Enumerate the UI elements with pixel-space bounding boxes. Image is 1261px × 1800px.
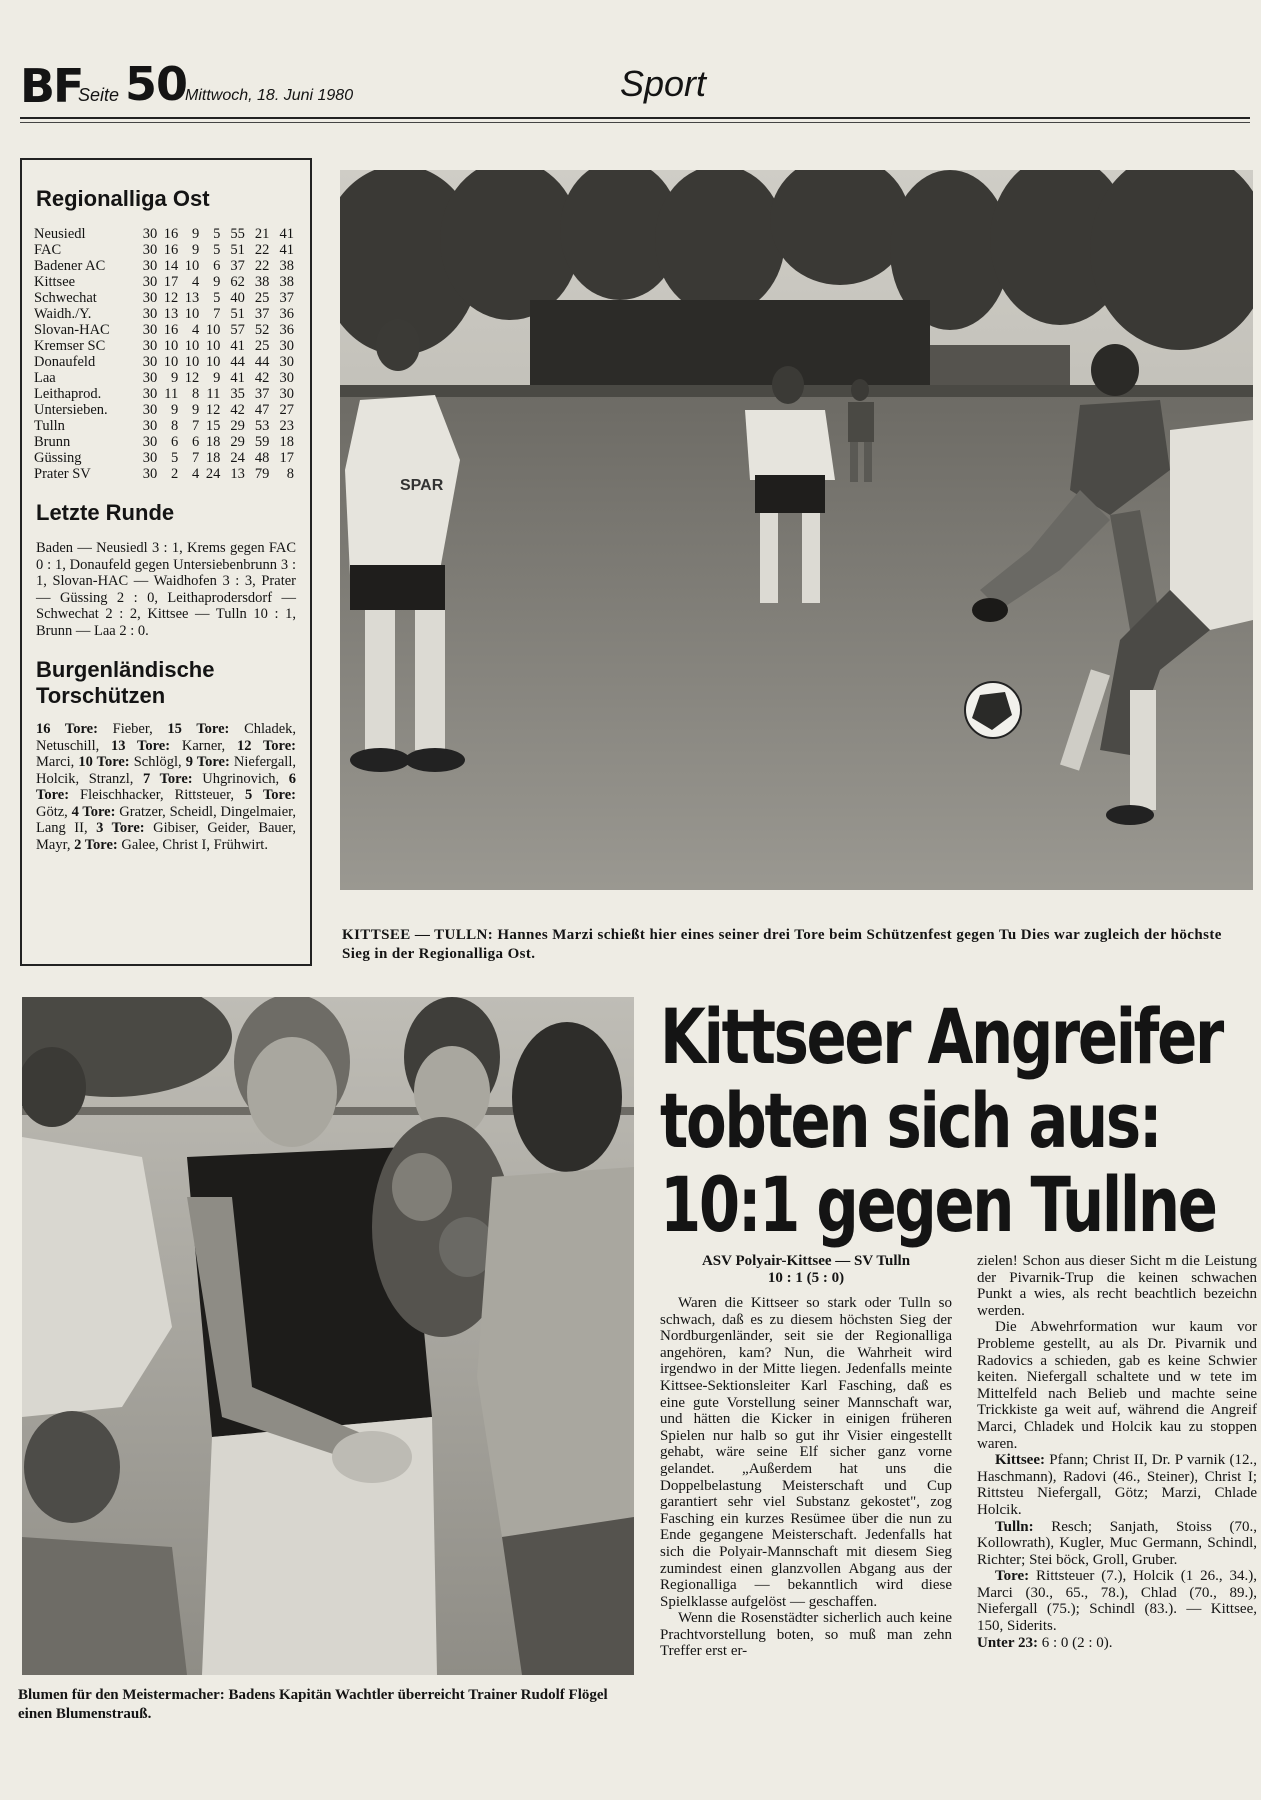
standings-value: 15 bbox=[205, 418, 221, 434]
lineup-tulln-text: Resch; Sanjath, Stoiss (70., Kollowrath), Kugler, Muc Germann, Schindl, Richter; Stei böck, Groll, Gruber. bbox=[977, 1518, 1257, 1568]
standings-value: 59 bbox=[254, 434, 270, 450]
standings-value: 18 bbox=[205, 434, 221, 450]
scorer-names: Niefergall, Holcik, Stranzl, bbox=[36, 754, 296, 787]
standings-value: 8 bbox=[171, 418, 179, 434]
standings-value: 41 bbox=[230, 370, 245, 386]
standings-value: 30 bbox=[142, 226, 158, 242]
standings-value: 38 bbox=[254, 274, 270, 290]
match-header-teams: ASV Polyair-Kittsee — SV Tulln bbox=[701, 1253, 911, 1269]
standings-value: 27 bbox=[279, 402, 294, 418]
team-name: Badener AC bbox=[34, 258, 106, 274]
standings-value: 30 bbox=[142, 402, 158, 418]
scorer-goal-count: 5 Tore: bbox=[244, 787, 296, 803]
team-name: Waidh./Y. bbox=[34, 306, 92, 322]
scorer-names: Gibiser, Geider, Bauer, Mayr, bbox=[36, 820, 296, 853]
lineup-tulln bbox=[977, 1519, 1257, 1569]
scorer-names: Fleischhacker, Rittsteuer, bbox=[80, 787, 234, 803]
standings-value: 30 bbox=[142, 354, 158, 370]
standings-value: 25 bbox=[254, 290, 270, 306]
team-name: FAC bbox=[34, 242, 62, 258]
u23-text: 6 : 0 (2 : 0). bbox=[1041, 1634, 1113, 1651]
standings-value: 6 bbox=[171, 434, 179, 450]
stats-box bbox=[20, 158, 312, 966]
standings-value: 30 bbox=[142, 450, 158, 466]
standings-value: 9 bbox=[192, 242, 200, 258]
standings-row bbox=[34, 306, 294, 322]
standings-value: 23 bbox=[279, 418, 294, 434]
standings-value: 10 bbox=[163, 354, 179, 370]
shirt-lettering: SPAR bbox=[400, 477, 444, 494]
standings-value: 41 bbox=[230, 338, 245, 354]
scorer-names: Chladek, Netuschill, bbox=[36, 721, 297, 754]
standings-value: 4 bbox=[192, 322, 200, 338]
standings-value: 5 bbox=[213, 242, 221, 258]
lineup-kittsee-text: Pfann; Christ II, Dr. P varnik (12., Haschmann), Radovi (46., Steiner), Christ I; Rittsteu Niefergall, Götz; Marzi, Chlade Holcik. bbox=[977, 1452, 1257, 1518]
standings-value: 41 bbox=[279, 226, 294, 242]
standings-value: 38 bbox=[279, 258, 294, 274]
team-name: Schwechat bbox=[34, 290, 97, 306]
section-title: Sport bbox=[620, 63, 707, 104]
standings-value: 57 bbox=[230, 322, 245, 338]
team-name: Prater SV bbox=[34, 466, 91, 482]
issue-date: Mittwoch, 18. Juni 1980 bbox=[185, 87, 354, 104]
scorer-goal-count: 4 Tore: bbox=[71, 803, 116, 820]
standings-value: 17 bbox=[163, 274, 179, 290]
standings-value: 9 bbox=[192, 402, 200, 418]
torschuetzen-title-line2: Torschützen bbox=[36, 683, 166, 708]
standings-value: 7 bbox=[192, 418, 200, 434]
standings-row bbox=[34, 226, 294, 242]
scorer-goal-count: 12 Tore: bbox=[236, 737, 296, 754]
standings-value: 6 bbox=[192, 434, 200, 450]
scorer-names: Götz, bbox=[36, 803, 68, 820]
standings-value: 16 bbox=[163, 226, 179, 242]
standings-value: 35 bbox=[230, 386, 245, 402]
torschuetzen-title-line1: Burgenländische bbox=[36, 657, 215, 682]
standings-row bbox=[34, 386, 294, 402]
letzte-runde-text: Baden — Neusiedl 3 : 1, Krems gegen FAC 0 : 1, Donaufeld gegen Untersiebenbrunn 3 : 1, Slovan-HAC — Waidhofen 3 : 3, Prater — Güssing 2 : 0, Leithaprodersdorf — Schwechat 2 : 2, Kittsee — Tulln 10 : 1, Brunn — Laa 2 : 0. bbox=[36, 540, 296, 639]
match-header-score: 10 : 1 (5 : 0) bbox=[767, 1270, 845, 1286]
u23-result bbox=[977, 1635, 1257, 1652]
team-name: Donaufeld bbox=[34, 354, 96, 370]
standings-value: 37 bbox=[254, 306, 270, 322]
standings-value: 12 bbox=[205, 402, 221, 418]
standings-value: 47 bbox=[254, 402, 270, 418]
scorer-goal-count: 16 Tore: bbox=[36, 721, 98, 737]
scorer-goal-count: 3 Tore: bbox=[96, 820, 145, 836]
standings-value: 36 bbox=[279, 306, 294, 322]
headline-line-1: Kittseer Angreifer bbox=[660, 992, 1222, 1081]
scorer-names: Fieber, bbox=[112, 721, 153, 737]
standings-value: 11 bbox=[206, 386, 221, 402]
goals-text: Rittsteuer (7.), Holcik (1 26., 34.), Marci (30., 65., 78.), Chlad (70., 89.), Niefergall (75.); Schindl (83.). — Kittsee, 150, Siderits. bbox=[977, 1568, 1257, 1635]
standings-value: 10 bbox=[163, 338, 179, 354]
standings-value: 30 bbox=[142, 338, 158, 354]
standings-value: 7 bbox=[192, 450, 200, 466]
scorer-goal-count: 6 Tore: bbox=[36, 770, 297, 803]
standings-row bbox=[34, 466, 294, 482]
standings-value: 9 bbox=[213, 370, 221, 386]
standings-value: 12 bbox=[184, 370, 200, 386]
standings-value: 37 bbox=[279, 290, 294, 306]
article-column-1 bbox=[660, 1253, 952, 1660]
standings-row bbox=[34, 338, 294, 354]
scorer-names: Marci, bbox=[36, 754, 75, 770]
standings-row bbox=[34, 434, 294, 450]
standings-value: 30 bbox=[142, 274, 158, 290]
standings-value: 30 bbox=[142, 258, 158, 274]
standings-value: 13 bbox=[230, 466, 245, 482]
scorer-names: Gratzer, Scheidl, Dingelmaier, Lang II, bbox=[36, 803, 297, 836]
standings-value: 37 bbox=[230, 258, 245, 274]
standings-value: 30 bbox=[279, 354, 294, 370]
photo2-caption: Blumen für den Meistermacher: Badens Kapitän Wachtler überreicht Trainer Rudolf Flögel einen Blumenstrauß. bbox=[18, 1687, 608, 1722]
lineup-kittsee-label: Kittsee: bbox=[995, 1452, 1045, 1469]
lineup-kittsee bbox=[977, 1452, 1257, 1518]
standings-value: 55 bbox=[230, 226, 245, 242]
scorer-names: Galee, Christ I, Frühwirt. bbox=[121, 836, 268, 853]
standings-value: 4 bbox=[192, 466, 200, 482]
scorer-goal-count: 2 Tore: bbox=[74, 836, 118, 853]
standings-value: 22 bbox=[254, 258, 270, 274]
standings-value: 53 bbox=[254, 418, 270, 434]
publication-logo: BF bbox=[20, 59, 83, 113]
standings-value: 79 bbox=[254, 466, 270, 482]
standings-row bbox=[34, 354, 294, 370]
standings-row bbox=[34, 242, 294, 258]
standings-value: 10 bbox=[184, 354, 200, 370]
standings-title: Regionalliga Ost bbox=[36, 186, 210, 211]
standings-value: 17 bbox=[279, 450, 294, 466]
team-name: Laa bbox=[34, 370, 56, 386]
standings-value: 30 bbox=[142, 306, 158, 322]
trainer-photo-image bbox=[22, 997, 634, 1675]
article-paragraph: Die Abwehrformation wur kaum vor Probleme gestellt, au als Dr. Pivarnik und Radovics a schieden, gab es keine Schwier keiten. Niefergall schaltete und w tete im Mittelfeld nach Belieb und machte seine Trickkiste ga weit auf, während die Angreif Marci, Chladek und Holcik kau zu stoppen waren. bbox=[977, 1319, 1257, 1452]
article-paragraph: Wenn die Rosenstädter sicherlich auch keine Prachtvorstellung boten, so muß man zehn Treffer erst er- bbox=[660, 1610, 952, 1660]
standings-value: 9 bbox=[192, 226, 200, 242]
masthead bbox=[20, 55, 1250, 115]
seite-label: Seite bbox=[78, 85, 120, 105]
article-paragraph: zielen! Schon aus dieser Sicht m die Leistung der Pivarnik-Trup die keinen schwachen Punkt a wies, als recht beachtlich bezeichn werden. bbox=[977, 1253, 1257, 1319]
team-name: Tulln bbox=[34, 418, 65, 434]
goals-summary bbox=[977, 1568, 1257, 1634]
standings-value: 38 bbox=[279, 274, 294, 290]
standings-row bbox=[34, 258, 294, 274]
standings-value: 5 bbox=[213, 290, 221, 306]
scorer-names: Uhgrinovich, bbox=[202, 770, 280, 787]
team-name: Leithaprod. bbox=[34, 386, 102, 402]
standings-value: 10 bbox=[205, 354, 221, 370]
standings-value: 30 bbox=[142, 434, 158, 450]
standings-value: 12 bbox=[163, 290, 179, 306]
standings-value: 29 bbox=[230, 418, 245, 434]
standings-value: 30 bbox=[279, 370, 294, 386]
standings-value: 8 bbox=[192, 386, 200, 402]
standings-value: 16 bbox=[163, 242, 179, 258]
standings-value: 37 bbox=[254, 386, 270, 402]
standings-value: 62 bbox=[230, 274, 245, 290]
standings-value: 14 bbox=[163, 258, 179, 274]
team-name: Neusiedl bbox=[34, 226, 86, 242]
standings-value: 25 bbox=[254, 338, 270, 354]
scorer-names: Schlögl, bbox=[133, 754, 182, 770]
scorer-names: Karner, bbox=[181, 737, 226, 754]
standings-value: 42 bbox=[254, 370, 270, 386]
standings-row bbox=[34, 322, 294, 338]
headline-line-2: tobten sich aus: bbox=[660, 1076, 1161, 1165]
standings-value: 10 bbox=[205, 322, 221, 338]
standings-value: 9 bbox=[171, 370, 179, 386]
standings-value: 48 bbox=[254, 450, 270, 466]
standings-value: 30 bbox=[142, 466, 158, 482]
standings-value: 52 bbox=[254, 322, 270, 338]
letzte-runde-title: Letzte Runde bbox=[36, 500, 175, 525]
standings-value: 30 bbox=[142, 242, 158, 258]
standings-value: 36 bbox=[279, 322, 294, 338]
team-name: Untersieben. bbox=[34, 402, 108, 418]
standings-value: 51 bbox=[230, 242, 245, 258]
standings-value: 30 bbox=[142, 370, 158, 386]
scorer-goal-count: 9 Tore: bbox=[185, 754, 230, 770]
standings-value: 44 bbox=[254, 354, 270, 370]
standings-value: 16 bbox=[163, 322, 179, 338]
standings-value: 21 bbox=[254, 226, 270, 242]
standings-value: 4 bbox=[192, 274, 200, 290]
standings-row bbox=[34, 370, 294, 386]
scorer-goal-count: 10 Tore: bbox=[78, 754, 130, 770]
standings-value: 5 bbox=[171, 450, 179, 466]
lineup-tulln-label: Tulln: bbox=[995, 1518, 1034, 1535]
standings-value: 10 bbox=[184, 258, 200, 274]
standings-value: 42 bbox=[230, 402, 245, 418]
standings-value: 40 bbox=[230, 290, 245, 306]
standings-value: 30 bbox=[142, 322, 158, 338]
standings-value: 24 bbox=[230, 450, 245, 466]
match-action-photo bbox=[340, 170, 1253, 890]
photo1-caption: KITTSEE — TULLN: Hannes Marzi schießt hier eines seiner drei Tore beim Schützenfest gegen Tu Dies war zugleich der höchste Sieg in der Regionalliga Ost. bbox=[342, 927, 1222, 962]
torschuetzen-title bbox=[36, 657, 298, 709]
standings-value: 30 bbox=[142, 386, 158, 402]
headline-line-3: 10:1 gegen Tullne bbox=[660, 1160, 1216, 1249]
standings-value: 30 bbox=[142, 418, 158, 434]
standings-value: 30 bbox=[279, 338, 294, 354]
team-name: Güssing bbox=[34, 450, 82, 466]
team-name: Slovan-HAC bbox=[34, 322, 110, 338]
standings-value: 30 bbox=[279, 386, 294, 402]
u23-label: Unter 23: bbox=[977, 1634, 1038, 1651]
page-number: 50 bbox=[125, 57, 188, 111]
masthead-rule-thin bbox=[20, 122, 1250, 123]
masthead-rule bbox=[20, 117, 1250, 119]
team-name: Brunn bbox=[34, 434, 71, 450]
standings-row bbox=[34, 418, 294, 434]
standings-row bbox=[34, 402, 294, 418]
article-paragraph: Waren die Kittseer so stark oder Tulln so schwach, daß es zu diesem höchsten Sieg der Nordburgenländer, seit sie der Regionalliga angehören, kam? Nun, die Wahrheit wird irgendwo in der Mitte liegen. Jedenfalls meinte Kittsee-Sektionsleiter Karl Fasching, daß es eine gute Vorstellung seiner Mannschaft war, und hätten die Kicker in einigen früheren Spielen nur halb so gut ihr Visier eingestellt gehabt, wäre seine Elf sicher ganz vorne gelandet. „Außerdem hat uns die Doppelbelastung Meisterschaft und Cup garantiert sehr viel Substanz gekostet", zog Fasching ein kurzes Resümee über die nun zu Ende gegangene Meisterschaft. Jedenfalls hat sich die Polyair-Mannschaft mit diesem Sieg zumindest einen glanzvollen Abgang aus der Regionalliga — bekanntlich wird diese Spielklasse aufgelöst — geschaffen. bbox=[660, 1295, 952, 1610]
standings-value: 10 bbox=[184, 306, 200, 322]
standings-value: 24 bbox=[205, 466, 221, 482]
scorer-goal-count: 13 Tore: bbox=[111, 737, 171, 754]
standings-value: 10 bbox=[205, 338, 221, 354]
match-header bbox=[660, 1253, 952, 1287]
standings-row bbox=[34, 290, 294, 306]
trainer-flowers-photo bbox=[22, 997, 634, 1675]
standings-value: 18 bbox=[279, 434, 294, 450]
standings-value: 41 bbox=[279, 242, 294, 258]
standings-value: 51 bbox=[230, 306, 245, 322]
standings-value: 13 bbox=[184, 290, 200, 306]
standings-value: 9 bbox=[171, 402, 179, 418]
team-name: Kremser SC bbox=[34, 338, 106, 354]
standings-row bbox=[34, 450, 294, 466]
standings-value: 13 bbox=[163, 306, 179, 322]
article-column-2 bbox=[977, 1253, 1257, 1651]
scorer-goal-count: 7 Tore: bbox=[143, 770, 193, 787]
standings-value: 22 bbox=[254, 242, 270, 258]
team-name: Kittsee bbox=[34, 274, 76, 290]
standings-row bbox=[34, 274, 294, 290]
standings-value: 10 bbox=[184, 338, 200, 354]
standings-value: 8 bbox=[286, 466, 294, 482]
torschuetzen-list bbox=[36, 721, 296, 853]
standings-table bbox=[34, 226, 294, 482]
standings-value: 29 bbox=[230, 434, 245, 450]
standings-value: 11 bbox=[164, 386, 179, 402]
standings-value: 9 bbox=[213, 274, 221, 290]
standings-value: 44 bbox=[230, 354, 245, 370]
standings-value: 7 bbox=[213, 306, 221, 322]
article-headline bbox=[660, 992, 1222, 1249]
match-photo-image bbox=[340, 170, 1253, 890]
scorer-goal-count: 15 Tore: bbox=[167, 721, 230, 737]
standings-value: 5 bbox=[213, 226, 221, 242]
standings-value: 6 bbox=[213, 258, 221, 274]
standings-value: 18 bbox=[205, 450, 221, 466]
standings-value: 30 bbox=[142, 290, 158, 306]
standings-value: 2 bbox=[171, 466, 179, 482]
goals-label: Tore: bbox=[995, 1568, 1030, 1585]
